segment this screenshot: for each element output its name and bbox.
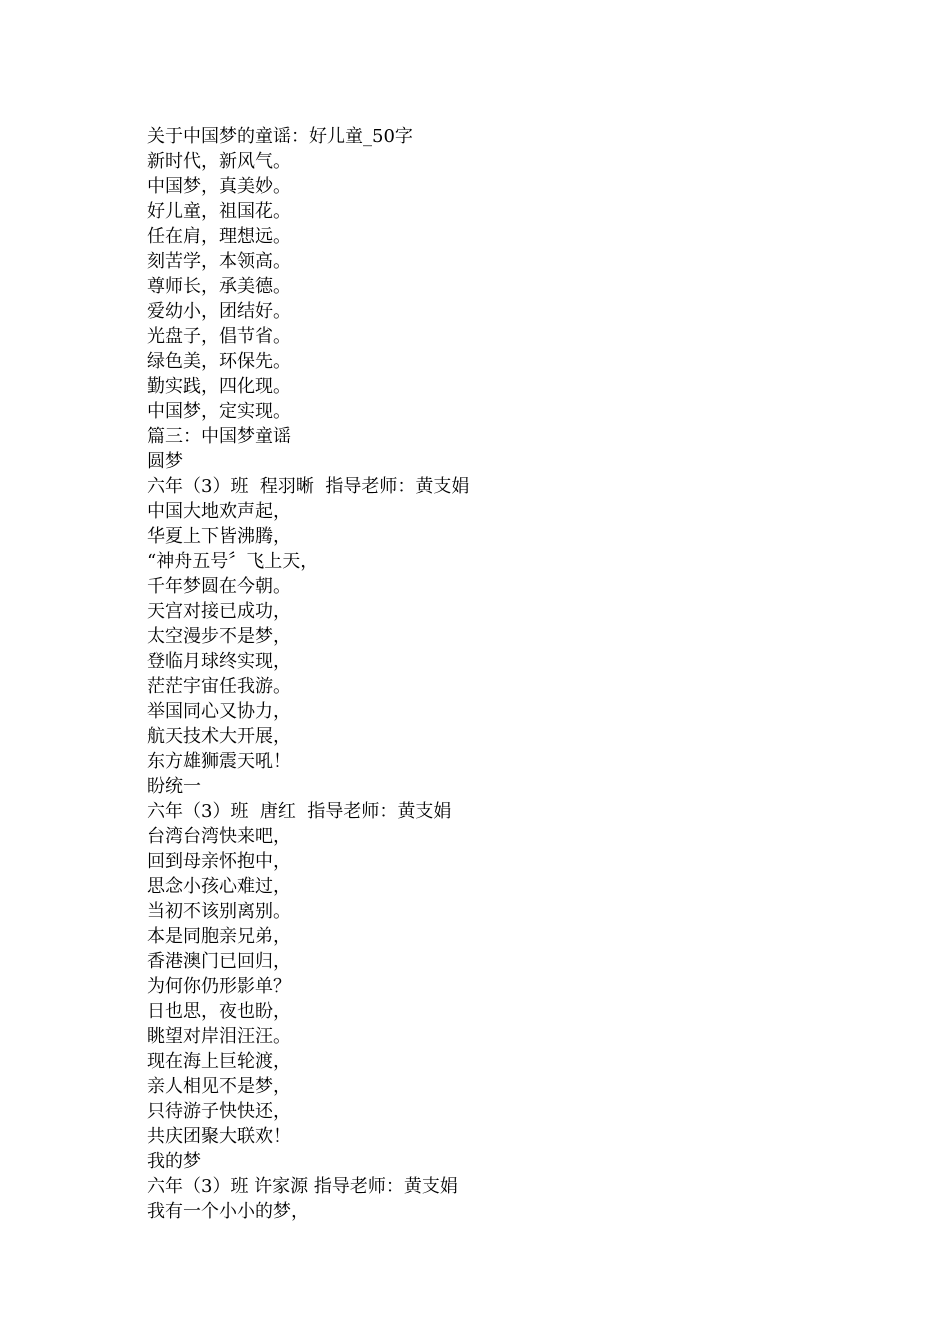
text-line: 香港澳门已回归， <box>147 951 291 972</box>
poem-title: 圆梦 <box>147 451 183 472</box>
text-line: 回到母亲怀抱中， <box>147 851 291 872</box>
text-line: 本是同胞亲兄弟， <box>147 926 291 947</box>
text-line: 思念小孩心难过， <box>147 876 291 897</box>
text-line: 好儿童，祖国花。 <box>147 201 291 222</box>
text-line: 眺望对岸泪汪汪。 <box>147 1026 291 1047</box>
text-line: 中国梦，真美妙。 <box>147 176 291 197</box>
text-line: 茫茫宇宙任我游。 <box>147 676 291 697</box>
poem-title: 盼统一 <box>147 776 201 797</box>
text-line: 绿色美，环保先。 <box>147 351 291 372</box>
text-line: 登临月球终实现， <box>147 651 291 672</box>
text-line: 刻苦学，本领高。 <box>147 251 291 272</box>
text-line: 当初不该别离别。 <box>147 901 291 922</box>
text-line: 我有一个小小的梦， <box>147 1201 309 1222</box>
text-line: 航天技术大开展， <box>147 726 291 747</box>
section-heading: 篇三：中国梦童谣 <box>147 426 291 447</box>
text-line: 亲人相见不是梦， <box>147 1076 291 1097</box>
poem-byline: 六年（3）班 唐红 指导老师：黄支娟 <box>147 801 452 822</box>
text-line: 为何你仍形影单？ <box>147 976 291 997</box>
poem-title: 我的梦 <box>147 1151 201 1172</box>
text-line: 勤实践，四化现。 <box>147 376 291 397</box>
text-line: 现在海上巨轮渡， <box>147 1051 291 1072</box>
text-line: 东方雄狮震天吼！ <box>147 751 291 772</box>
doc-title: 关于中国梦的童谣：好儿童_50字 <box>147 126 413 147</box>
text-line: 爱幼小，团结好。 <box>147 301 291 322</box>
text-line: 尊师长，承美德。 <box>147 276 291 297</box>
text-line: 光盘子，倡节省。 <box>147 326 291 347</box>
poem-byline: 六年（3）班 许家源 指导老师：黄支娟 <box>147 1176 458 1197</box>
text-line: 天宫对接已成功， <box>147 601 291 622</box>
text-line: 千年梦圆在今朝。 <box>147 576 291 597</box>
text-line: “神舟五号〞飞上天， <box>147 551 319 572</box>
text-line: 新时代，新风气。 <box>147 151 291 172</box>
text-line: 任在肩，理想远。 <box>147 226 291 247</box>
document-body <box>147 124 847 1224</box>
text-line: 只待游子快快还， <box>147 1101 291 1122</box>
text-line: 台湾台湾快来吧， <box>147 826 291 847</box>
text-line: 华夏上下皆沸腾， <box>147 526 291 547</box>
text-line: 太空漫步不是梦， <box>147 626 291 647</box>
text-line: 共庆团聚大联欢！ <box>147 1126 291 1147</box>
text-line: 举国同心又协力， <box>147 701 291 722</box>
text-line: 中国大地欢声起， <box>147 501 291 522</box>
text-line: 中国梦，定实现。 <box>147 401 291 422</box>
text-line: 日也思，夜也盼， <box>147 1001 291 1022</box>
poem-byline: 六年（3）班 程羽晰 指导老师：黄支娟 <box>147 476 470 497</box>
